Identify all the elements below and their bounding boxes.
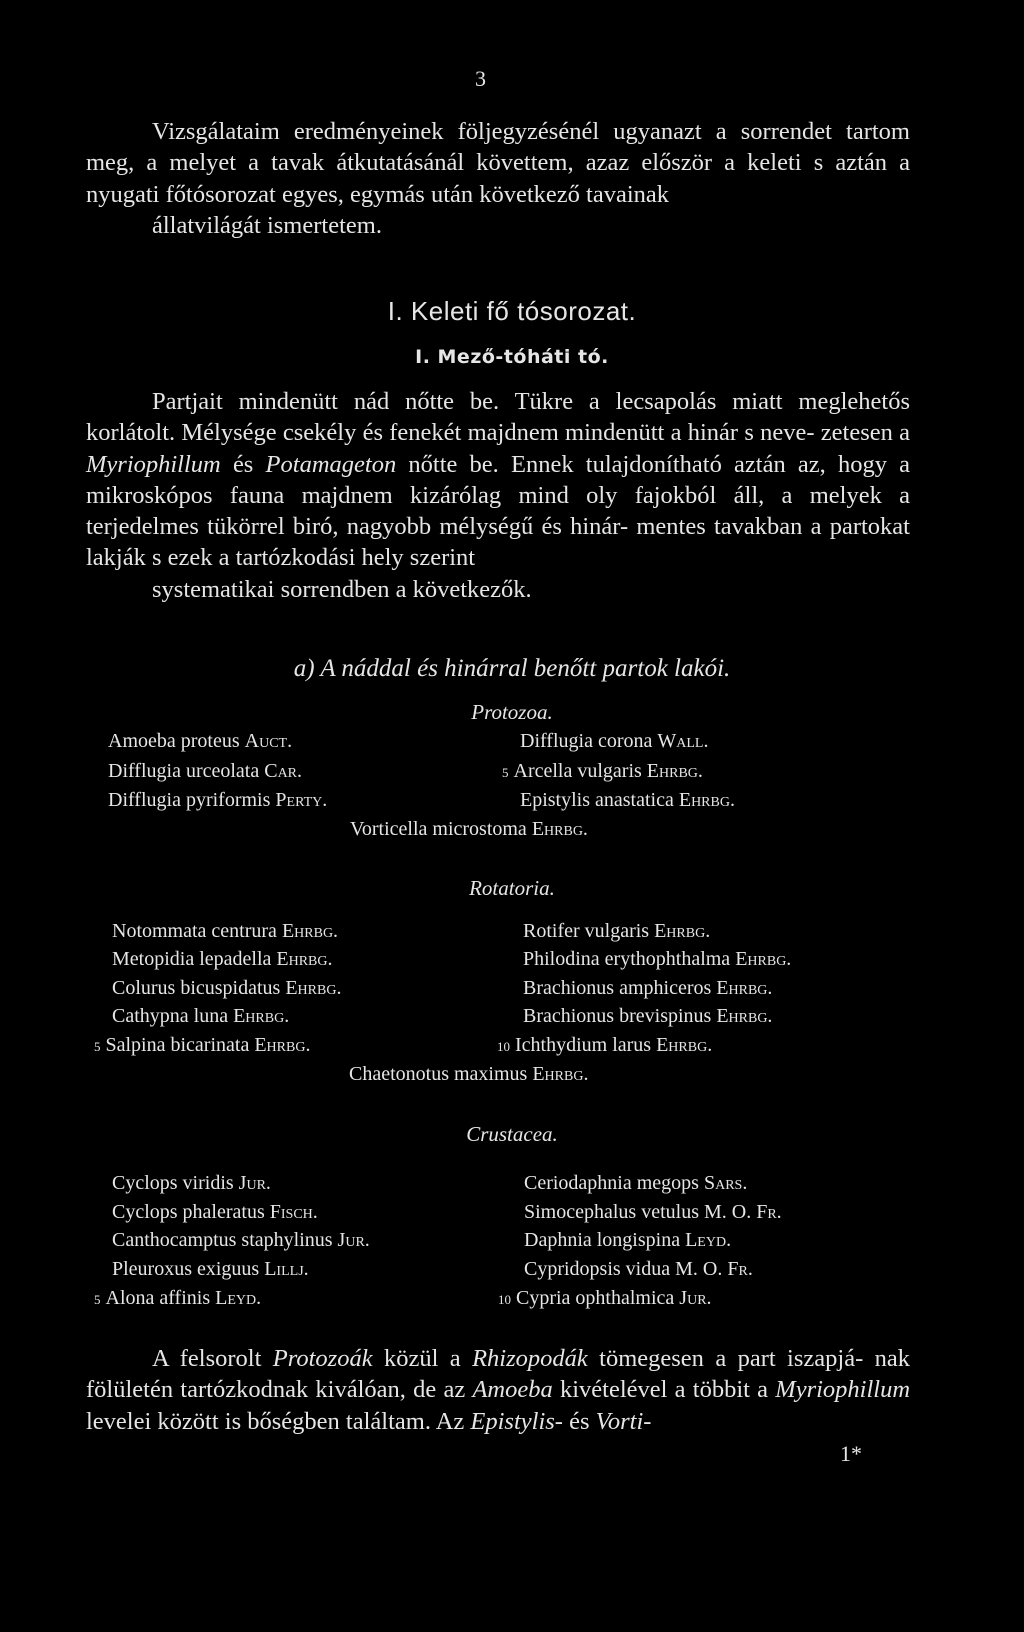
species-entry: Daphnia longispina Leyd. xyxy=(524,1229,732,1251)
species-entry: Cathypna luna Ehrbg. xyxy=(112,1005,290,1027)
species-entry: Chaetonotus maximus Ehrbg. xyxy=(349,1063,589,1085)
entry-number: 5 xyxy=(94,1292,101,1307)
species-entry: Epistylis anastatica Ehrbg. xyxy=(520,789,735,811)
species-entry: Brachionus brevispinus Ehrbg. xyxy=(523,1005,773,1027)
taxon-name: Vorti- xyxy=(595,1407,652,1435)
species-entry: Difflugia pyriformis Perty. xyxy=(108,789,328,811)
species-entry: Colurus bicuspidatus Ehrbg. xyxy=(112,977,342,999)
signature-mark: 1* xyxy=(840,1441,862,1466)
text-line: mentes tavakban a partokat lakják s ezek a tartózkodási hely szerint xyxy=(86,513,910,572)
taxon-name: Amoeba xyxy=(472,1376,553,1404)
taxon-name: Epistylis- xyxy=(470,1407,563,1435)
description-paragraph xyxy=(86,386,910,605)
intro-paragraph xyxy=(86,116,910,241)
page-number: 3 xyxy=(475,66,486,91)
species-entry: Simocephalus vetulus M. O. Fr. xyxy=(524,1201,782,1223)
species-entry: Notommata centrura Ehrbg. xyxy=(112,920,339,942)
text-line: Vizsgálataim eredményeinek följegyzésénél ugyanazt a sorrendet xyxy=(152,118,832,145)
text-line: systematikai sorrendben a következők. xyxy=(152,575,532,603)
text-line: és xyxy=(232,450,254,478)
entry-number: 5 xyxy=(502,765,509,780)
species-entry: Cyclops phaleratus Fisch. xyxy=(112,1201,318,1223)
species-entry: 10 Cypria ophthalmica Jur. xyxy=(498,1287,712,1309)
species-entry: 5 Alona affinis Leyd. xyxy=(94,1287,262,1309)
text-line: keleti s aztán a nyugati főtósorozat egyes, egymás után következő tavainak xyxy=(86,149,911,208)
text-line: korlátolt. Mélysége csekély és fenekét majdnem mindenütt a hinár s neve- xyxy=(86,419,815,447)
species-entry: Ceriodaphnia megops Sars. xyxy=(524,1172,748,1194)
species-name: Potamageton xyxy=(265,450,397,478)
text-line: áll, a melyek a terjedelmes tükörrel biró, nagyobb mélységű és hinár- xyxy=(86,481,910,541)
text-line: Partjait mindenütt nád nőtte be. Tükre a lecsapolás miatt meglehetős xyxy=(152,388,910,415)
species-entry: 5 Salpina bicarinata Ehrbg. xyxy=(94,1034,311,1056)
entry-number: 10 xyxy=(497,1039,510,1054)
text-line: tartom meg, a melyet a tavak átkutatásánál követtem, azaz először a xyxy=(86,118,910,177)
protozoa-title: Protozoa. xyxy=(471,700,553,724)
species-entry: Amoeba proteus Auct. xyxy=(108,730,293,752)
species-entry: Canthocamptus staphylinus Jur. xyxy=(112,1229,370,1251)
species-entry: Cypridopsis vidua M. O. Fr. xyxy=(524,1258,753,1280)
taxon-name: Myriophillum xyxy=(775,1376,911,1404)
species-entry: 10 Ichthydium larus Ehrbg. xyxy=(497,1034,713,1056)
species-entry: Difflugia corona Wall. xyxy=(520,730,709,752)
text-line: állatvilágát ismertetem. xyxy=(152,211,382,239)
species-entry: Vorticella microstoma Ehrbg. xyxy=(350,818,588,840)
species-name: Myriophillum xyxy=(86,450,221,478)
section-a-title: a) A náddal és hinárral benőtt partok lakói. xyxy=(293,655,731,682)
crustacea-title: Crustacea. xyxy=(466,1122,558,1146)
rotatoria-title: Rotatoria. xyxy=(469,876,555,900)
species-entry: Cyclops viridis Jur. xyxy=(112,1172,271,1194)
text-line: nőtte be. Ennek tulajdonítható xyxy=(408,450,722,478)
species-entry: Philodina erythophthalma Ehrbg. xyxy=(523,948,792,970)
species-entry: Rotifer vulgaris Ehrbg. xyxy=(523,920,711,942)
section-heading: I. Keleti fő tósorozat. xyxy=(387,296,637,326)
species-entry: Brachionus amphiceros Ehrbg. xyxy=(523,977,773,999)
text-line: aztán az, hogy a mikroskópos fauna majdnem kizárólag mind oly fajokból xyxy=(86,450,911,509)
species-entry: Metopidia lepadella Ehrbg. xyxy=(112,948,333,970)
taxon-name: Rhizopodák xyxy=(472,1345,588,1372)
text-line: zetesen a xyxy=(820,419,910,447)
species-entry: Pleuroxus exiguus Lillj. xyxy=(112,1258,309,1280)
entry-number: 5 xyxy=(94,1039,101,1054)
closing-paragraph: A felsorolt Protozoák közül a Rhizopodák tömegesen a part iszapjá- nak fölületén tartózkodnak kiválóan, de az Amoeba kivételével a többit a Myriophillum levelei között is bőségben találtam. Az Epistylis- és Vorti- xyxy=(86,1345,911,1435)
subsection-heading: I. Mező-tóháti tó. xyxy=(415,346,609,368)
taxon-name: Protozoák xyxy=(272,1345,373,1372)
entry-number: 10 xyxy=(498,1292,511,1307)
species-entry: 5 Arcella vulgaris Ehrbg. xyxy=(502,760,703,782)
species-entry: Difflugia urceolata Car. xyxy=(108,760,303,782)
